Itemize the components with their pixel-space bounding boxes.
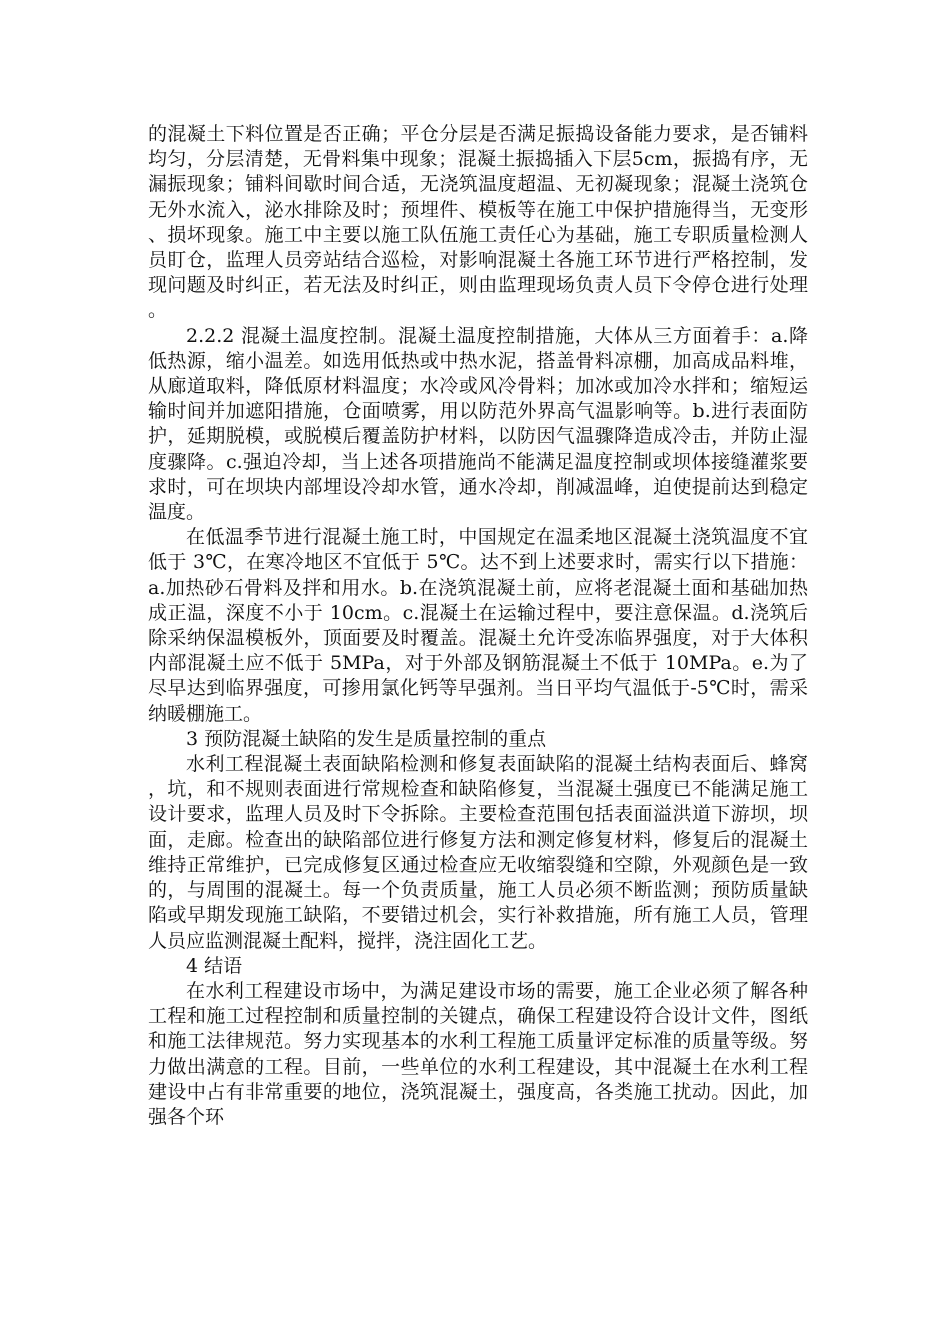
paragraph-temperature-control: 2.2.2 混凝土温度控制。混凝土温度控制措施，大体从三方面着手：a.降低热源，缩小温差。如选用低热或中热水泥，搭盖骨料凉棚，加高成品料堆，从廊道取料，降低原材料温度；水冷或风冷骨料；加冰或加冷水拌和；缩短运输时间并加遮阳措施，仓面喷雾，用以防范外界高气温影响等。b.进行表面防护，延期脱模，或脱模后覆盖防护材料，以防因气温骤降造成冷击，并防止湿度骤降。c.强迫冷却，当上述各项措施尚不能满足温度控制或坝体接缝灌浆要求时，可在坝块内部埋设冷却水管，通水冷却，削减温峰，迫使提前达到稳定温度。 xyxy=(148,324,808,524)
section-heading-4: 4 结语 xyxy=(186,954,243,977)
section-heading-3: 3 预防混凝土缺陷的发生是质量控制的重点 xyxy=(186,727,547,750)
paragraph-continuation: 的混凝土下料位置是否正确；平仓分层是否满足振捣设备能力要求，是否铺料均匀，分层清楚，无骨料集中现象；混凝土振捣插入下层5cm，振捣有序，无漏振现象；铺料间歇时间合适，无浇筑温度超温、无初凝现象；混凝土浇筑仓无外水流入，泌水排除及时；预埋件、模板等在施工中保护措施得当，无变形、损坏现象。施工中主要以施工队伍施工责任心为基础，施工专职质量检测人员盯仓，监理人员旁站结合巡检，对影响混凝土各施工环节进行严格控制，发现问题及时纠正，若无法及时纠正，则由监理现场负责人员下令停仓进行处理。 xyxy=(148,123,808,322)
paragraph-defect-prevention: 水利工程混凝土表面缺陷检测和修复表面缺陷的混凝土结构表面后、蜂窝，坑，和不规则表面进行常规检查和缺陷修复，当混凝土强度已不能满足施工设计要求，监理人员及时下令拆除。主要检查范围包括表面溢洪道下游坝，坝面，走廊。检查出的缺陷部位进行修复方法和测定修复材料，修复后的混凝土维持正常维护，已完成修复区通过检查应无收缩裂缝和空隙，外观颜色是一致的，与周围的混凝土。每一个负责质量，施工人员必须不断监测；预防质量缺陷或早期发现施工缺陷，不要错过机会，实行补救措施，所有施工人员，管理人员应监测混凝土配料，搅拌，浇注固化工艺。 xyxy=(148,753,808,952)
document-body xyxy=(148,122,808,1130)
paragraph-low-temperature: 在低温季节进行混凝土施工时，中国规定在温柔地区混凝土浇筑温度不宜低于 3℃，在寒冷地区不宜低于 5℃。达不到上述要求时，需实行以下措施：a.加热砂石骨料及拌和用水。b.在浇筑混凝土前，应将老混凝土面和基础加热成正温，深度不小于 10cm。c.混凝土在运输过程中，要注意保温。d.浇筑后除采纳保温模板外，顶面要及时覆盖。混凝土允许受冻临界强度，对于大体积内部混凝土应不低于 5MPa，对于外部及钢筋混凝土不低于 10MPa。e.为了尽早达到临界强度，可掺用氯化钙等早强剂。当日平均气温低于-5℃时，需采纳暖棚施工。 xyxy=(148,526,808,725)
paragraph-conclusion: 在水利工程建设市场中，为满足建设市场的需要，施工企业必须了解各种工程和施工过程控制和质量控制的关键点，确保工程建设符合设计文件，图纸和施工法律规范。努力实现基本的水利工程施工质量评定标准的质量等级。努力做出满意的工程。目前，一些单位的水利工程建设，其中混凝土在水利工程建设中占有非常重要的地位，浇筑混凝土，强度高，各类施工扰动。因此，加强各个环 xyxy=(148,979,808,1128)
